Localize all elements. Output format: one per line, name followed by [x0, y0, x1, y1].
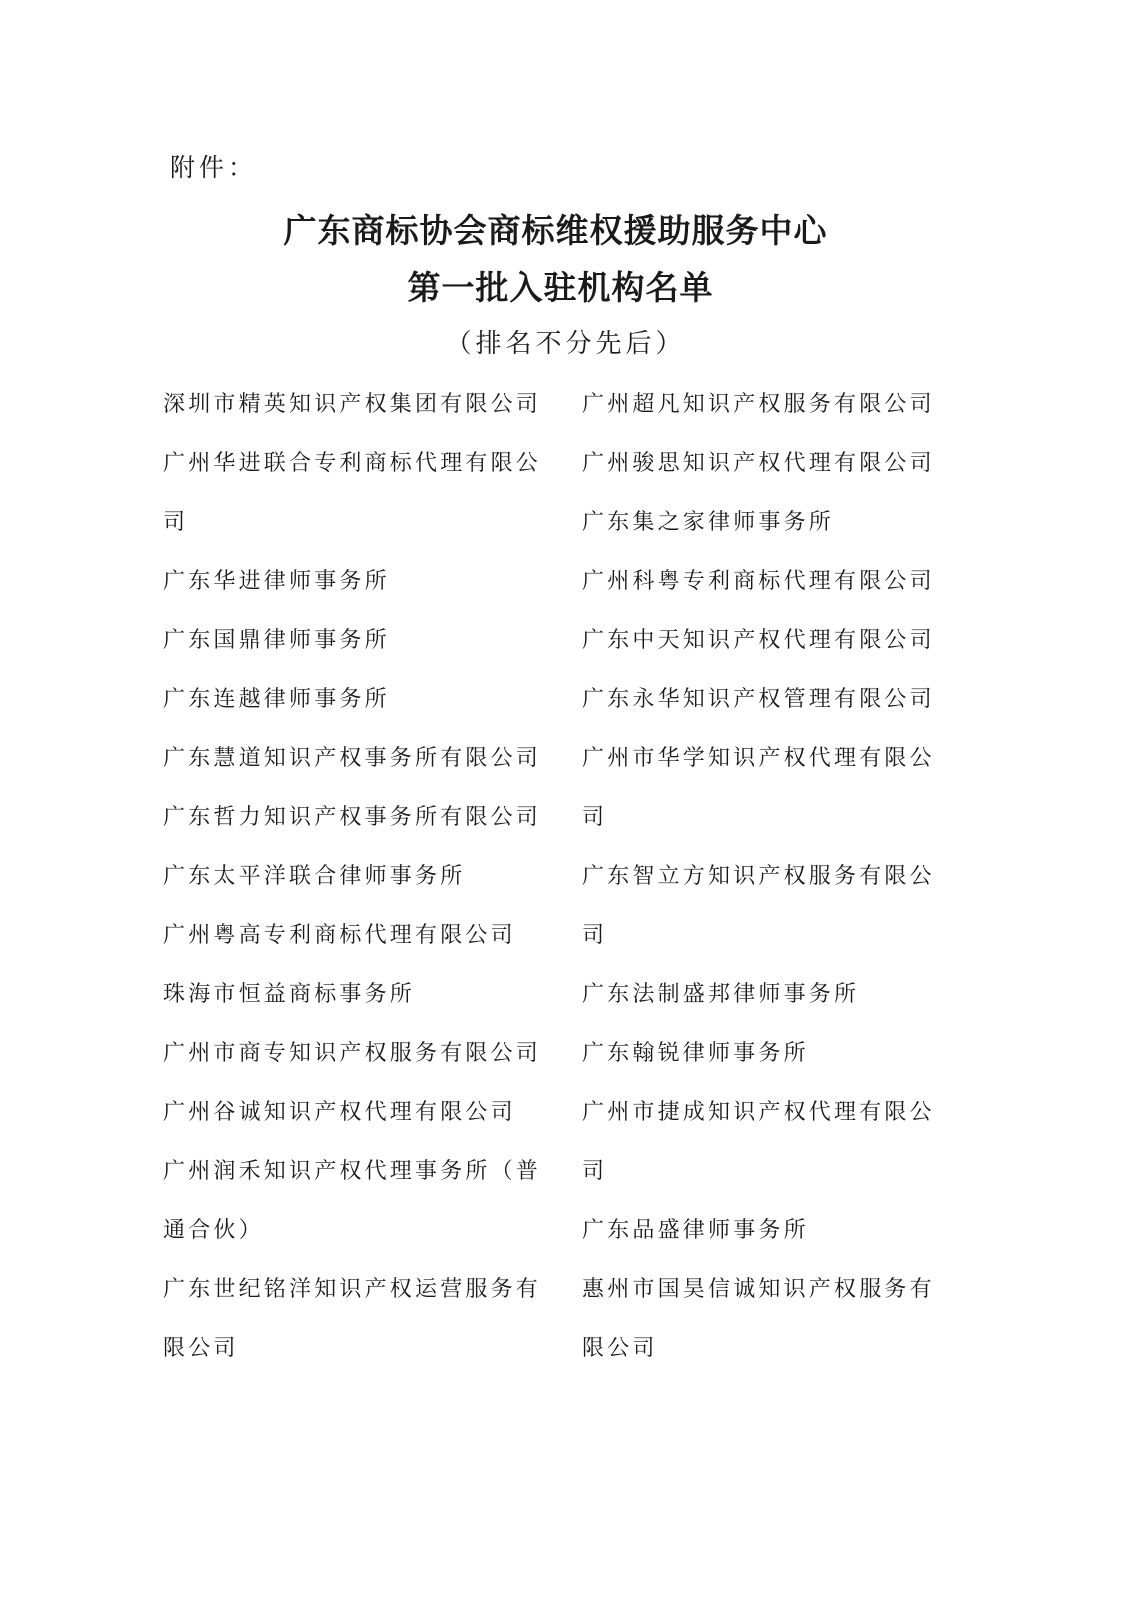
- organization-entry: 广东永华知识产权管理有限公司: [582, 687, 935, 712]
- organization-entry: 广州润禾知识产权代理事务所（普通合伙）: [163, 1159, 542, 1243]
- document-title-line2: 第一批入驻机构名单: [407, 268, 714, 307]
- organization-entry: 广东翰锐律师事务所: [582, 1041, 809, 1066]
- organization-entry: 广东太平洋联合律师事务所: [163, 864, 466, 889]
- organization-entry: 广东慧道知识产权事务所有限公司: [163, 746, 542, 771]
- organization-entry: 广州粤高专利商标代理有限公司: [163, 923, 516, 948]
- organization-entry: 广东智立方知识产权服务有限公司: [582, 864, 935, 948]
- organization-entry: 广州骏思知识产权代理有限公司: [582, 451, 935, 476]
- organization-entry: 广州市商专知识产权服务有限公司: [163, 1041, 542, 1066]
- organization-entry: 广东法制盛邦律师事务所: [582, 982, 860, 1007]
- organization-entry: 广州华进联合专利商标代理有限公司: [163, 451, 542, 535]
- organization-entry: 广东中天知识产权代理有限公司: [582, 628, 935, 653]
- organization-entry: 珠海市恒益商标事务所: [163, 982, 416, 1007]
- organization-entry: 广州市捷成知识产权代理有限公司: [582, 1100, 935, 1184]
- organization-column-left: [163, 375, 563, 1378]
- ranking-note: （排名不分先后）: [445, 329, 686, 359]
- attachment-label: 附件：: [170, 153, 258, 182]
- organization-entry: 广东华进律师事务所: [163, 569, 390, 594]
- organization-entry: 惠州市国昊信诚知识产权服务有限公司: [582, 1277, 935, 1361]
- organization-entry: 深圳市精英知识产权集团有限公司: [163, 392, 542, 417]
- organization-entry: 广州谷诚知识产权代理有限公司: [163, 1100, 516, 1125]
- organization-column-right: [582, 375, 982, 1378]
- organization-entry: 广东集之家律师事务所: [582, 510, 835, 535]
- organization-entry: 广东品盛律师事务所: [582, 1218, 809, 1243]
- organization-entry: 广州市华学知识产权代理有限公司: [582, 746, 935, 830]
- organization-entry: 广东连越律师事务所: [163, 687, 390, 712]
- organization-entry: 广东国鼎律师事务所: [163, 628, 390, 653]
- organization-entry: 广州超凡知识产权服务有限公司: [582, 392, 935, 417]
- document-title: 广东商标协会商标维权援助服务中心: [283, 211, 828, 250]
- organization-entry: 广州科粤专利商标代理有限公司: [582, 569, 935, 594]
- organization-entry: 广东世纪铭洋知识产权运营服务有限公司: [163, 1277, 542, 1361]
- organization-entry: 广东哲力知识产权事务所有限公司: [163, 805, 542, 830]
